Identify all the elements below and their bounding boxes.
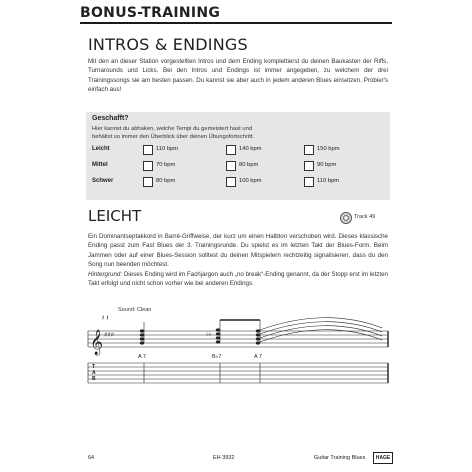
key-signature-icon: ♯♯♯ [104, 331, 115, 339]
tempo-value: 110 bpm [317, 178, 340, 184]
intros-title: INTROS & ENDINGS [88, 35, 248, 54]
checkbox[interactable] [304, 177, 314, 187]
tempo-value: 140 bpm [239, 146, 262, 152]
checkbox[interactable] [304, 145, 314, 155]
hint-text: Dieses Ending wird im Fachjargon auch „no break“-Ending genannt, da der Stopp erst im letzten Takt erfolgt und nicht schon vorher wie bei anderen Endings. [88, 271, 388, 288]
checkbox[interactable] [226, 177, 236, 187]
notation-staff [88, 331, 388, 347]
tempo-value: 80 bpm [239, 162, 259, 168]
page-header [80, 4, 392, 24]
leicht-text: Ein Dominantseptakkord in Barré-Griffweise, der kurz um einen Halbton verschoben wird. Dieses klassische Ending passt zum Fast Blues der 3. Trainingsrunde. Du spielst es im letzten Takt der Blues-Form. Beim Jammen oder auf einer Blues-Session solltest du deinen Mitspielern rechtzeitig signalisieren, dass du den Song nun beenden möchtest. [88, 233, 388, 269]
treble-clef-icon: 𝄞 [90, 330, 104, 355]
box-subtitle: Hier kannst du abhaken, welche Tempi du gemeistert hast und behältst so immer den Überblick über deinen Übungsfortschritt. [92, 126, 255, 140]
book-title: Guitar Training Blues [314, 455, 366, 461]
sound-label: Sound: Clean [118, 307, 152, 313]
checkbox[interactable] [226, 161, 236, 171]
flat-sign-icon: ♭♭ [206, 331, 212, 338]
tempo-value: 110 bpm [156, 146, 179, 152]
tempo-value: 100 bpm [239, 178, 262, 184]
tempo-value: 90 bpm [317, 162, 337, 168]
chord-symbol: A 7 [138, 354, 146, 360]
tempo-value: 80 bpm [156, 178, 176, 184]
tab-letter: T [92, 364, 96, 370]
progress-checkbox-box [86, 112, 390, 200]
checkbox[interactable] [304, 161, 314, 171]
row-label: Schwer [92, 178, 114, 184]
row-label: Mittel [92, 162, 108, 168]
publisher-logo: HAGE [373, 452, 393, 464]
tempo-row-schwer [92, 175, 384, 189]
music-score [84, 300, 392, 390]
hint-paragraph [88, 270, 388, 289]
checkbox[interactable] [226, 145, 236, 155]
row-label: Leicht [92, 146, 110, 152]
tab-letter: A [92, 370, 96, 376]
tempo-value: 150 bpm [317, 146, 340, 152]
checkbox[interactable] [143, 161, 153, 171]
tab-letter: B [92, 376, 96, 382]
intros-text: Mit den an dieser Station vorgestellten Intros und dem Ending komplettierst du deinen Baukasten der Riffs, Turnarounds und Licks. Bei den Intros und Endings ist immer angegeben, zu welchem der drei Trainingssongs sie am besten passen. Du kannst sie aber auch in jedem anderen Blues einsetzen. Probier's einfach aus! [88, 58, 388, 94]
box-title: Geschafft? [92, 115, 129, 122]
tie-arcs [260, 318, 382, 342]
page-number: 64 [88, 455, 95, 461]
cd-icon [340, 212, 352, 224]
track-label: Track 49 [354, 214, 376, 220]
chord-symbol: A 7 [254, 354, 262, 360]
tab-staff [88, 363, 388, 383]
chord-symbol: B♭7 [212, 354, 222, 360]
tempo-row-mittel [92, 159, 384, 173]
checkbox[interactable] [143, 177, 153, 187]
header-section-title: BONUS-TRAINING [80, 5, 221, 21]
tab-stems [144, 363, 260, 383]
tempo-value: 70 bpm [156, 162, 176, 168]
checkbox[interactable] [143, 145, 153, 155]
tempo-row-leicht [92, 143, 384, 157]
chord-notes [140, 320, 260, 345]
leicht-title: LEICHT [88, 207, 142, 225]
rest-sign-icon: 𝄽 𝄽 [102, 314, 109, 322]
edition-code: EH 3932 [213, 455, 235, 461]
hint-label: Hintergrund: [88, 271, 123, 278]
